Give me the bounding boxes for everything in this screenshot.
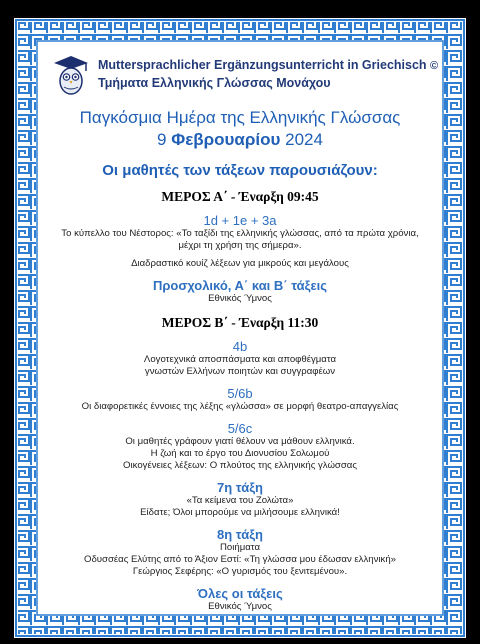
class-heading: 1d + 1e + 3a — [203, 213, 277, 228]
class-heading: 8η τάξη — [217, 527, 263, 542]
class-heading: 7η τάξη — [217, 480, 263, 495]
event-date-year: 2024 — [285, 130, 323, 149]
poster-content — [48, 48, 439, 613]
program-line: γνωστών Ελλήνων ποιητών και συγγραφέων — [144, 366, 336, 377]
program-line: Είδατε; Όλοι μπορούμε να μιλήσουμε ελληνικά! — [140, 507, 340, 518]
program-line: Γεώργιος Σεφέρης: «Ο γυρισμός του ξενιτεμένου». — [132, 566, 348, 577]
class-heading: Προσχολικό, Α΄ και Β΄ τάξεις — [152, 278, 327, 293]
program-line: Ποιήματα — [219, 542, 260, 553]
class-heading: Όλες οι τάξεις — [197, 586, 283, 601]
part-a-heading: ΜΕΡΟΣ Α΄ - Έναρξη 09:45 — [161, 189, 319, 204]
program-line: Εθνικός Ύμνος — [208, 293, 272, 304]
class-heading: 5/6c — [227, 421, 253, 436]
program-line: Λογοτεχνικά αποσπάσματα και αποφθέγματα — [143, 354, 337, 365]
program-line: Οικογένειες λέξεων: Ο πλούτος της ελληνικής γλώσσας — [123, 460, 357, 471]
intro-heading: Οι μαθητές των τάξεων παρουσιάζουν: — [102, 162, 378, 179]
program-line: Το κύπελλο του Νέστορος: «Το ταξίδι της ελληνικής γλώσσας, από τα πρώτα χρόνια, — [61, 228, 419, 239]
program-line: Η ζωή και το έργο του Διονυσίου Σολωμού — [150, 448, 330, 459]
copyright-mark: © — [430, 60, 439, 72]
program-line: Διαδραστικό κουίζ λέξεων για μικρούς και μεγάλους — [131, 258, 349, 269]
event-date — [48, 130, 432, 150]
program-line: Εθνικός Ύμνος — [208, 601, 272, 612]
program-line: μέχρι τη χρήση της σήμερα». — [178, 240, 302, 251]
part-b-heading: ΜΕΡΟΣ Β΄ - Έναρξη 11:30 — [161, 315, 319, 330]
program-line: Οι διαφορετικές έννοιες της λέξης «γλώσσα» σε μορφή θεατρο-απαγγελίας — [81, 401, 399, 412]
program-line: Οδυσσέας Ελύτης από το Άξιον Εστί: «Τη γλώσσα μου έδωσαν ελληνική» — [83, 554, 397, 565]
event-title: Παγκόσμια Ημέρα της Ελληνικής Γλώσσας — [79, 108, 401, 127]
program-line: «Τα κείμενα του Ζολώτα» — [186, 495, 294, 506]
org-name-greek: Τμήματα Ελληνικής Γλώσσας Μονάχου — [98, 76, 331, 90]
owl-graduate-logo-icon — [48, 51, 94, 97]
header — [48, 48, 439, 100]
event-date-month: Φεβρουαρίου — [171, 130, 281, 149]
class-heading: 5/6b — [227, 386, 253, 401]
poster — [14, 18, 466, 638]
event-date-day: 9 — [157, 130, 167, 149]
class-heading: 4b — [232, 339, 248, 354]
program-line: Οι μαθητές γράφουν γιατί θέλουν να μάθουν ελληνικά. — [125, 436, 355, 447]
organization-name — [94, 58, 438, 90]
org-name-german: Muttersprachlicher Ergänzungsunterricht in Griechisch — [98, 58, 427, 72]
